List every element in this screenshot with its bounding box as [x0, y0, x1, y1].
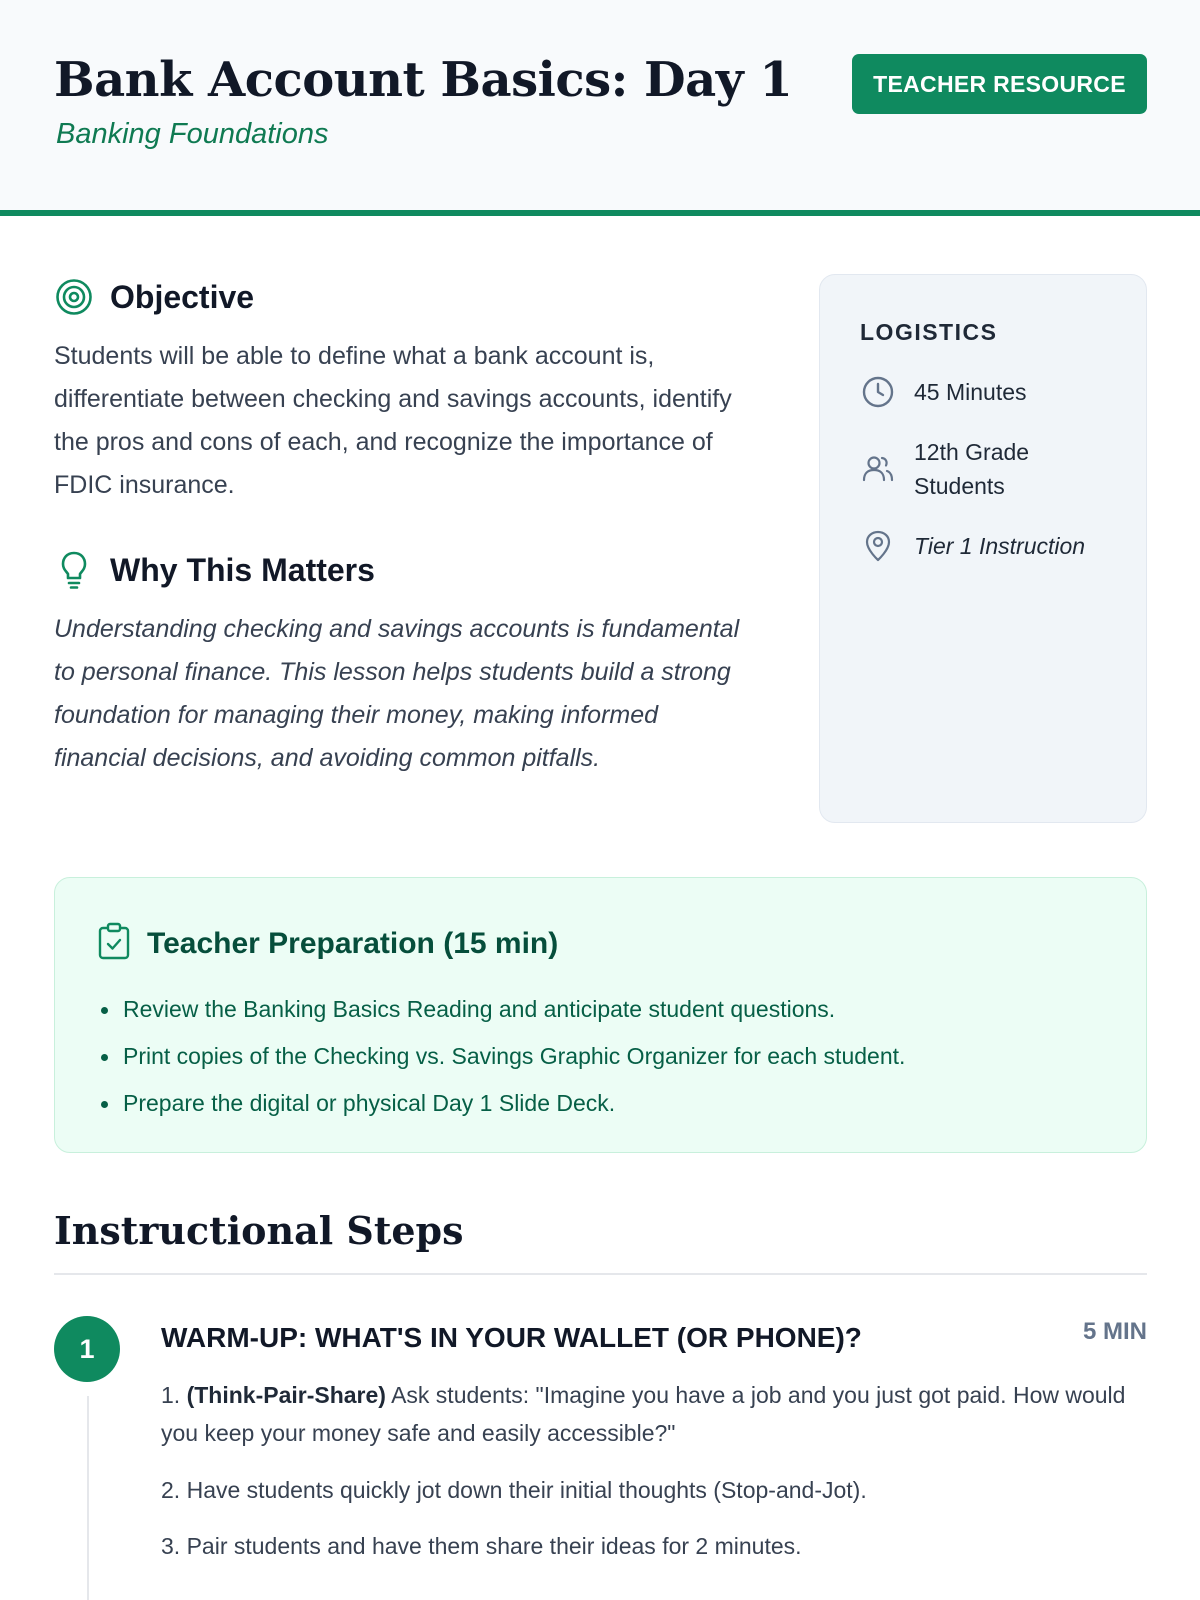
step-instruction [161, 1376, 1147, 1452]
objective-text: Students will be able to define what a bank account is, differentiate between checking and savings accounts, identify the pros and cons of each, and recognize the importance of FDIC insurance. [54, 342, 732, 499]
steps-title: Instructional Steps [54, 1208, 464, 1253]
step-instruction-number: 3. [161, 1533, 181, 1559]
step-instruction-text: Pair students and have them share their ideas for 2 minutes. [186, 1533, 802, 1559]
section-divider [54, 1273, 1147, 1275]
clock-icon [860, 374, 896, 410]
map-pin-icon [860, 528, 896, 564]
objective-heading [54, 277, 254, 317]
step-instruction-text: Ask students: "Imagine you have a job and you just got paid. How would you keep your money safe and easily accessible?" [161, 1382, 1126, 1446]
prep-heading [97, 922, 558, 965]
step-title: WARM-UP: WHAT'S IN YOUR WALLET (OR PHONE)? [161, 1322, 862, 1353]
objective-title: Objective [110, 278, 255, 315]
prep-item: Prepare the digital or physical Day 1 Slide Deck. [123, 1080, 905, 1127]
page-header [0, 0, 1200, 216]
logistics-audience [860, 435, 1120, 503]
logistics-duration-text: 45 Minutes [914, 378, 1027, 405]
lightbulb-icon [54, 550, 94, 590]
step-instruction-text: Have students quickly jot down their initial thoughts (Stop-and-Jot). [186, 1477, 867, 1503]
step-instruction [161, 1527, 1147, 1565]
step-timeline-line [87, 1396, 89, 1600]
why-heading [54, 550, 375, 590]
page-subtitle: Banking Foundations [56, 118, 329, 150]
logistics-tier [860, 528, 1085, 564]
logistics-card [819, 274, 1147, 823]
why-text: Understanding checking and savings accounts is fundamental to personal finance. This lesson helps students build a strong foundation for managing their money, making informed financial decisions, and avoiding common pitfalls. [54, 615, 740, 772]
target-icon [54, 277, 94, 317]
step-number-badge: 1 [54, 1316, 120, 1382]
prep-list [123, 986, 905, 1127]
logistics-duration [860, 374, 1027, 410]
step-instruction-number: 1. [161, 1382, 181, 1408]
teacher-resource-button[interactable]: TEACHER RESOURCE [852, 54, 1147, 114]
page-title: Bank Account Basics: Day 1 [54, 52, 793, 108]
logistics-audience-text: 12th Grade Students [914, 439, 1030, 499]
step-instruction-strategy: (Think-Pair-Share) [186, 1382, 386, 1408]
step-instruction-number: 2. [161, 1477, 181, 1503]
prep-item: Print copies of the Checking vs. Savings Graphic Organizer for each student. [123, 1033, 905, 1080]
clipboard-check-icon [97, 922, 131, 965]
step-duration: 5 MIN [1082, 1318, 1147, 1345]
logistics-tier-text: Tier 1 Instruction [914, 532, 1086, 559]
step-instruction [161, 1471, 1147, 1509]
logistics-title: LOGISTICS [860, 319, 998, 345]
users-icon [860, 451, 896, 487]
prep-item: Review the Banking Basics Reading and anticipate student questions. [123, 986, 905, 1033]
prep-title: Teacher Preparation (15 min) [147, 926, 559, 960]
why-title: Why This Matters [110, 551, 375, 588]
teacher-prep-card [54, 877, 1147, 1153]
